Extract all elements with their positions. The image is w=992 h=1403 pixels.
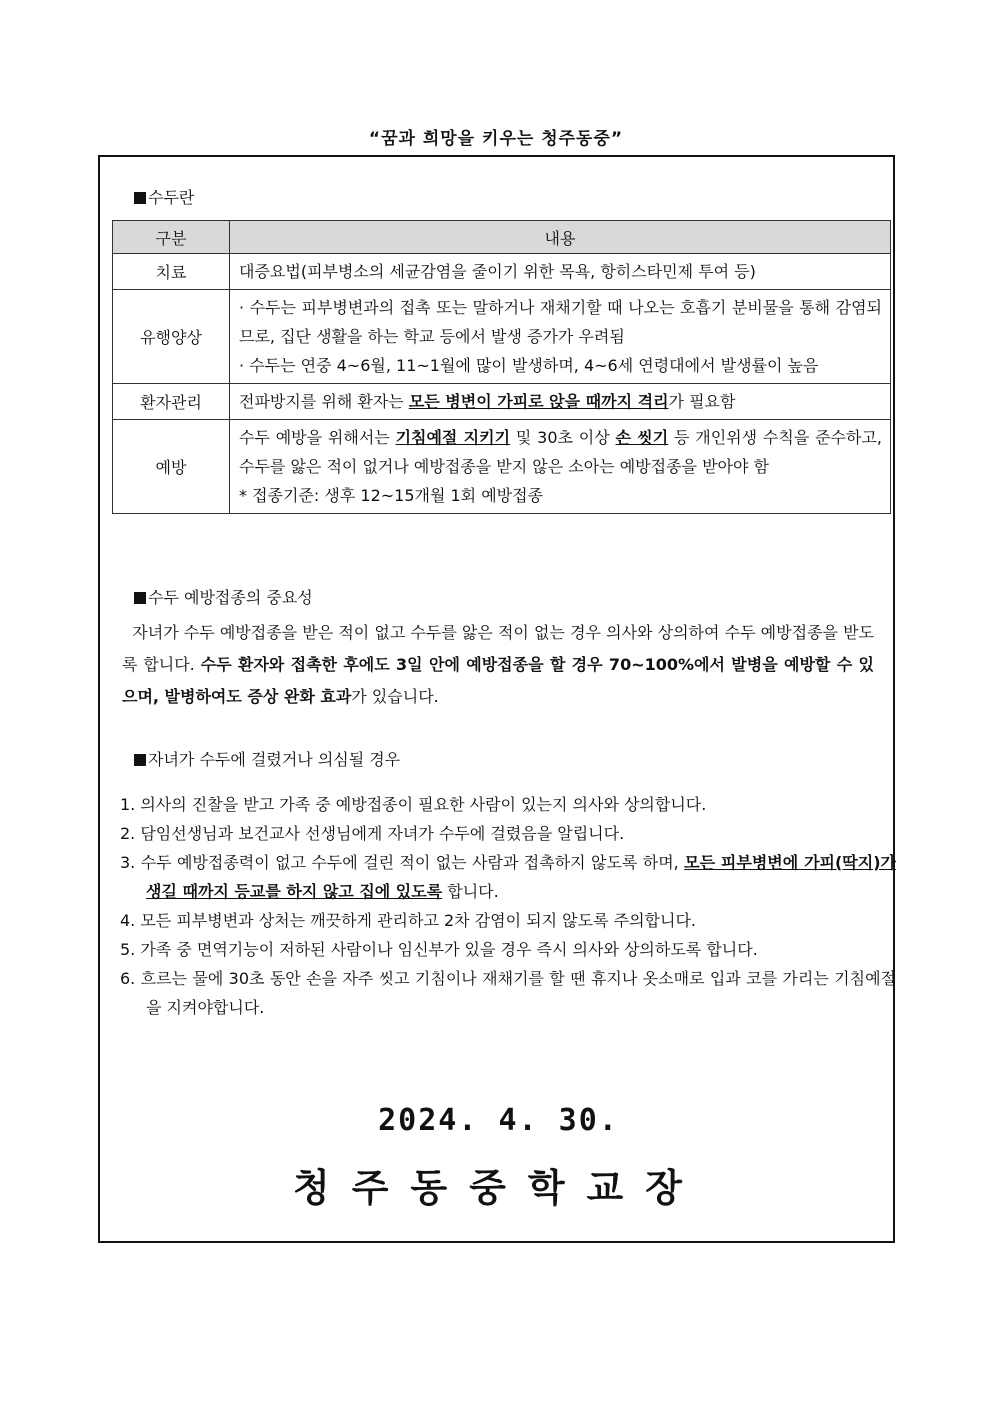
square-bullet-icon [134, 754, 146, 766]
row-label-patient: 환자관리 [113, 384, 230, 420]
list-item: 4. 모든 피부병변과 상처는 깨끗하게 관리하고 2차 감염이 되지 않도록 주의합니다. [120, 911, 696, 930]
section3-heading: 자녀가 수두에 걸렸거나 의심될 경우 [148, 750, 401, 769]
patient-text-emphasis: 모든 병변이 가피로 앉을 때까지 격리 [408, 392, 669, 411]
guidance-list [120, 790, 896, 1022]
row-label-pattern: 유행양상 [113, 290, 230, 384]
list-item: 1. 의사의 진찰을 받고 가족 중 예방접종이 필요한 사람이 있는지 의사와 상의합니다. [120, 795, 707, 814]
row-text-prevention [230, 420, 891, 514]
item3-text-pre: 3. 수두 예방접종력이 없고 수두에 걸린 적이 없는 사람과 접촉하지 않도록 하며, [120, 853, 685, 872]
row-text-patient [230, 384, 891, 420]
section-heading-if-infected [134, 747, 400, 770]
list-item [120, 848, 896, 906]
vaccination-text-pre: 자녀가 수두 예방접종을 받은 적이 없고 수두를 앓은 적이 없는 경우 의사와 상의하여 수두 예방접종을 받도록 합니다. [122, 623, 874, 674]
list-item: 5. 가족 중 면역기능이 저하된 사람이나 임신부가 있을 경우 즉시 의사와 상의하도록 합니다. [120, 940, 758, 959]
square-bullet-icon [134, 592, 146, 604]
chickenpox-info-table [112, 220, 891, 514]
prevention-emphasis-handwash: 손 씻기 [615, 428, 669, 447]
pattern-line-1: · 수두는 피부병변과의 접촉 또는 말하거나 재채기할 때 나오는 호흡기 분비물을 통해 감염되므로, 집단 생활을 하는 학교 등에서 발생 증가가 우려됨 [239, 298, 882, 346]
notice-date: 2024. 4. 30. [378, 1103, 619, 1138]
prevention-text-post: 등 개인위생 수칙을 준수하고, 수두를 앓은 적이 없거나 예방접종을 받지 않은 소아는 예방접종을 받아야 함 [239, 428, 883, 476]
item3-text-post: 합니다. [442, 882, 499, 901]
prevention-note: * 접종기준: 생후 12~15개월 1회 예방접종 [239, 486, 544, 505]
table-row-pattern [113, 290, 891, 384]
square-bullet-icon [134, 192, 146, 204]
row-text-pattern [230, 290, 891, 384]
patient-text-post: 가 필요함 [668, 392, 736, 411]
vaccination-text [122, 617, 874, 713]
patient-text-pre: 전파방지를 위해 환자는 [239, 392, 409, 411]
prevention-emphasis-cough: 기침예절 지키기 [395, 428, 511, 447]
item3-text-emphasis: 모든 피부병변에 가피(딱지)가 생길 때까지 등교를 하지 않고 집에 있도록 [146, 853, 896, 901]
row-label-prevention: 예방 [113, 420, 230, 514]
column-header-category: 구분 [113, 221, 230, 254]
prevention-text-pre: 수두 예방을 위해서는 [239, 428, 396, 447]
row-label-treatment: 치료 [113, 254, 230, 290]
vaccination-paragraph [122, 617, 874, 713]
pattern-line-2: · 수두는 연중 4~6월, 11~1월에 많이 발생하며, 4~6세 연령대에서 발생률이 높음 [239, 356, 819, 375]
list-item: 6. 흐르는 물에 30초 동안 손을 자주 씻고 기침이나 재채기를 할 땐 휴지나 옷소매로 입과 코를 가리는 기침예절을 지켜야합니다. [120, 969, 896, 1017]
section-heading-chickenpox [134, 185, 194, 208]
column-header-content: 내용 [230, 221, 891, 254]
vaccination-text-post: 가 있습니다. [351, 687, 439, 706]
notice-frame [98, 155, 895, 1243]
table-row-patient [113, 384, 891, 420]
vaccination-text-bold: 수두 환자와 접촉한 후에도 3일 안에 예방접종을 할 경우 70~100%에서 발병을 예방할 수 있으며, 발병하여도 증상 완화 효과 [122, 655, 874, 706]
table-row-treatment [113, 254, 891, 290]
table-row-prevention [113, 420, 891, 514]
school-principal-signature: 청주동중학교장 [293, 1165, 704, 1210]
table-header-row [113, 221, 891, 254]
prevention-text-mid: 및 30초 이상 [510, 428, 616, 447]
motto-title: “꿈과 희망을 키우는 청주동중” [368, 129, 624, 149]
section-heading-vaccination [134, 585, 313, 608]
section1-heading: 수두란 [148, 188, 195, 207]
prevention-paragraph [239, 423, 882, 481]
row-text-treatment: 대증요법(피부병소의 세균감염을 줄이기 위한 목욕, 항히스타민제 투여 등) [230, 254, 891, 290]
list-item: 2. 담임선생님과 보건교사 선생님에게 자녀가 수두에 걸렸음을 알립니다. [120, 824, 625, 843]
section2-heading: 수두 예방접종의 중요성 [148, 588, 313, 607]
